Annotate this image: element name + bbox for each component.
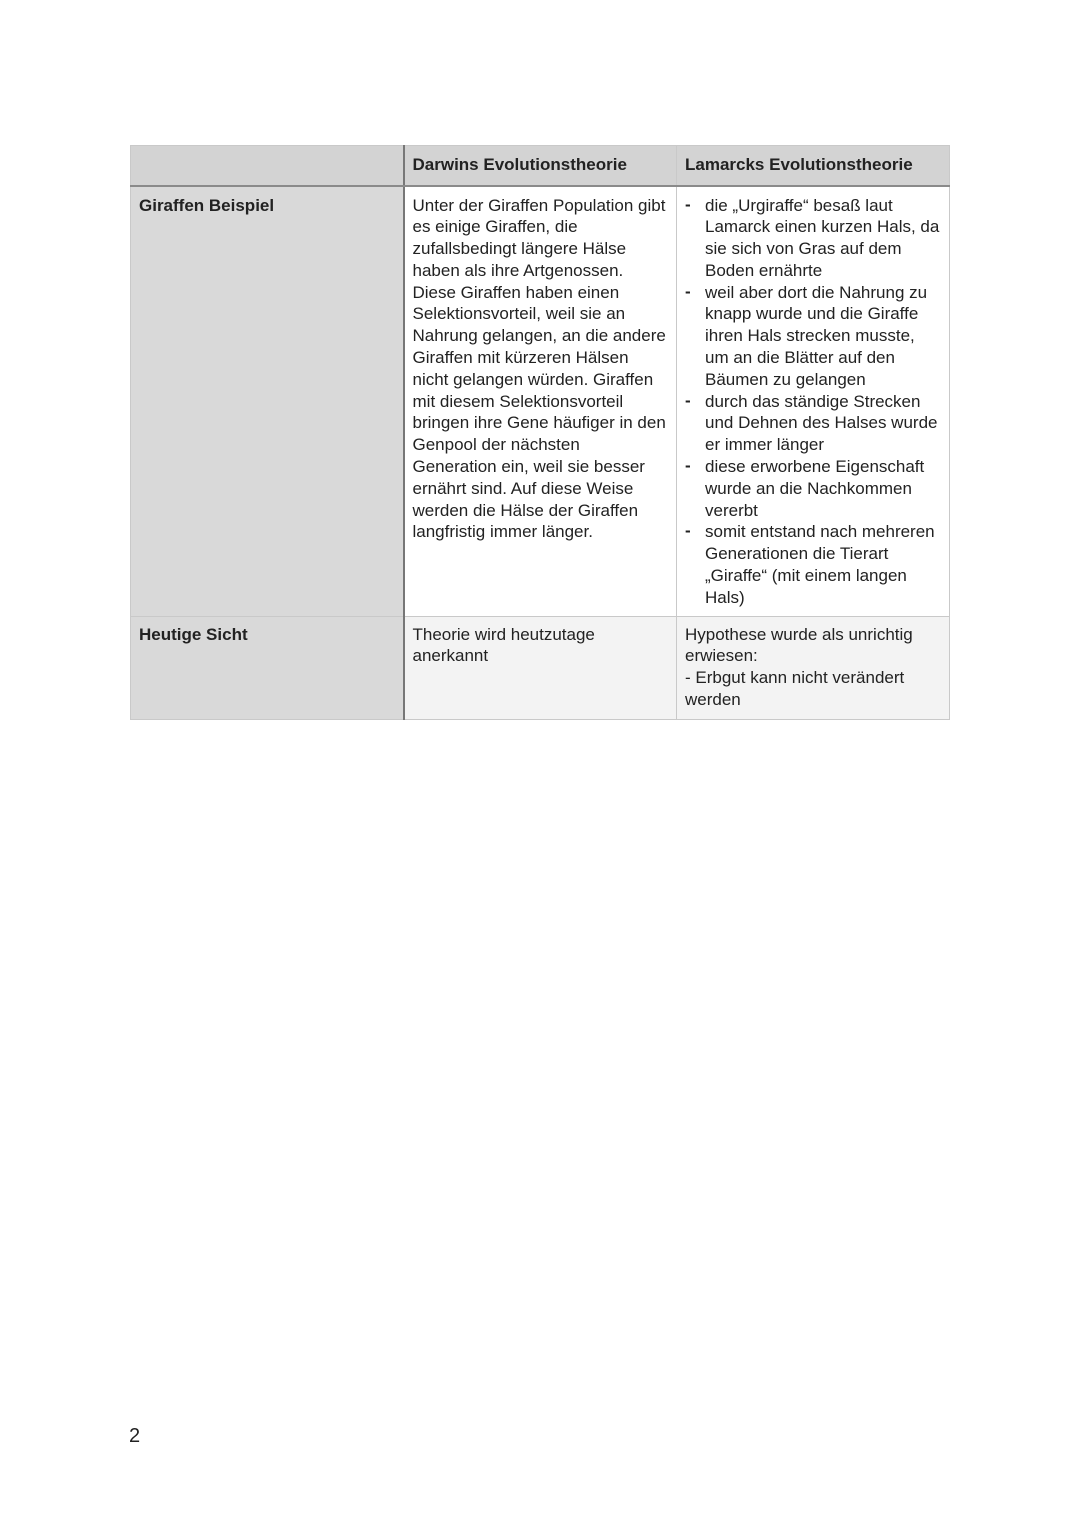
table-row [131, 186, 950, 617]
lamarck-bullet-list [685, 195, 941, 609]
list-item: - somit entstand nach mehreren Generationen die Tierart „Giraffe“ (mit einem langen Hals) [685, 521, 941, 608]
darwin-heutige-sicht-text: Theorie wird heutzutage anerkannt [404, 616, 677, 719]
header-lamarck: Lamarcks Evolutionstheorie [677, 146, 950, 186]
header-empty-cell [131, 146, 404, 186]
header-darwin: Darwins Evolutionstheorie [404, 146, 677, 186]
lamarck-heutige-sicht-line2: - Erbgut kann nicht verändert werden [685, 668, 905, 710]
darwin-giraffen-text: Unter der Giraffen Population gibt es einige Giraffen, die zufallsbedingt längere Hälse haben als ihre Artgenossen. Diese Giraffen haben einen Selektionsvorteil, weil sie an Nahrung gelangen, an die andere Giraffen mit kürzeren Hälsen nicht gelangen würden. Giraffen mit diesem Selektionsvorteil bringen ihre Gene häufiger in den Genpool der nächsten Generation ein, weil sie besser ernährt sind. Auf diese Weise werden die Hälse der Giraffen langfristig immer länger. [404, 186, 677, 617]
row-label-giraffen-beispiel: Giraffen Beispiel [131, 186, 404, 617]
lamarck-heutige-sicht-line1: Hypothese wurde als unrichtig erwiesen: [685, 624, 913, 666]
table-header-row [131, 146, 950, 186]
lamarck-heutige-sicht-cell [677, 616, 950, 719]
page-number: 2 [129, 1425, 141, 1447]
list-item: - weil aber dort die Nahrung zu knapp wurde und die Giraffe ihren Hals strecken musste, um an die Blätter auf den Bäumen zu gelangen [685, 282, 941, 391]
row-label-heutige-sicht: Heutige Sicht [131, 616, 404, 719]
list-item: - diese erworbene Eigenschaft wurde an die Nachkommen vererbt [685, 456, 941, 521]
list-item: - durch das ständige Strecken und Dehnen des Halses wurde er immer länger [685, 391, 941, 456]
comparison-table [130, 145, 950, 720]
table-row [131, 616, 950, 719]
list-item: - die „Urgiraffe“ besaß laut Lamarck einen kurzen Hals, da sie sich von Gras auf dem Boden ernährte [685, 195, 941, 282]
lamarck-giraffen-cell [677, 186, 950, 617]
